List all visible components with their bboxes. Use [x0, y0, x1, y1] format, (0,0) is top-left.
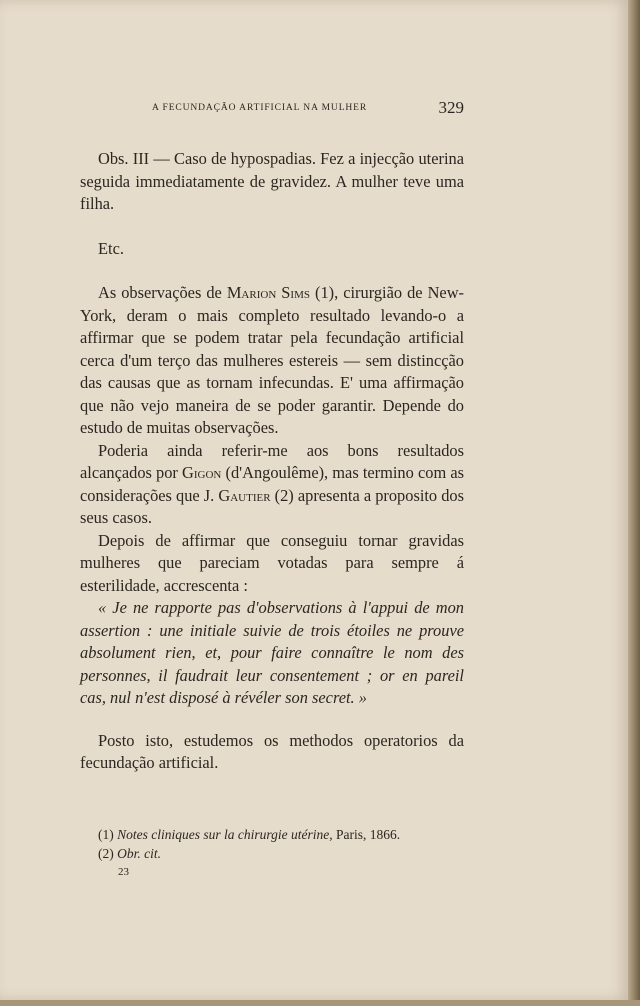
- text-run: As observações de: [98, 283, 227, 302]
- body-text: [80, 148, 464, 775]
- page-edge: [628, 0, 640, 1006]
- footnote-mark: (1): [98, 827, 114, 842]
- paragraph-depois: Depois de affirmar que conseguiu tornar gravidas mulheres que pareciam votadas para sempre á esterilidade, accrescenta :: [80, 530, 464, 595]
- footnote-2: [98, 844, 464, 863]
- footnotes: [98, 825, 464, 863]
- page-header: [80, 98, 464, 118]
- footnote-1: [98, 825, 464, 844]
- page-number: 329: [438, 98, 464, 117]
- text-run: (1), cirurgião de New-York, deram o mais completo resultado levando-o a affirmar que se podem tratar pela fecundação artificial cerca d'um terço das mulheres estereis — sem distincção das causas que as tornam infecundas. E' uma affirmação que não vejo maneira de se poder garantir. Depende do estudo de muitas observações.: [80, 283, 465, 437]
- page-bottom-edge: [0, 1000, 640, 1006]
- author-name-gautier: Gautier: [218, 485, 271, 505]
- text-run: (d'Angoulême), mas termino com as considerações que J.: [80, 463, 464, 505]
- running-title: A FECUNDAÇÃO ARTIFICIAL NA MULHER: [152, 103, 368, 113]
- quotation: « Je ne rapporte pas d'observations à l'appui de mon assertion : une initiale suivie de trois étoiles ne prouve absolument rien, et, pour faire connaître le nom des personnes, il faudrait leur consentement ; or en pareil cas, nul n'est disposé à révéler son secret. »: [80, 598, 464, 707]
- footnote-title: Obr. cit.: [117, 846, 161, 861]
- text-run: (2) apresenta a proposito dos seus casos.: [80, 485, 464, 527]
- author-name-marion-sims: Marion Sims: [226, 283, 310, 302]
- footnote-rest: Paris, 1866.: [332, 827, 401, 842]
- signature-mark: 23: [118, 866, 129, 878]
- paragraph-posto-isto: Posto isto, estudemos os methodos operatorios da fecundação artificial.: [80, 730, 464, 772]
- footnote-mark: (2): [98, 846, 114, 861]
- footnote-title: Notes cliniques sur la chirurgie utérine,: [117, 827, 333, 842]
- paragraph-obs3: Obs. III — Caso de hypospadias. Fez a injecção uterina seguida immediatamente de gravidez. A mulher teve uma filha.: [80, 149, 464, 213]
- paragraph-gigon: [80, 440, 464, 530]
- text-run: Poderia ainda referir-me aos bons resultados alcançados por: [80, 440, 464, 482]
- author-name-gigon: Gigon: [182, 463, 222, 482]
- paragraph-marion-sims: [80, 282, 464, 440]
- paragraph-etc: Etc.: [98, 238, 124, 258]
